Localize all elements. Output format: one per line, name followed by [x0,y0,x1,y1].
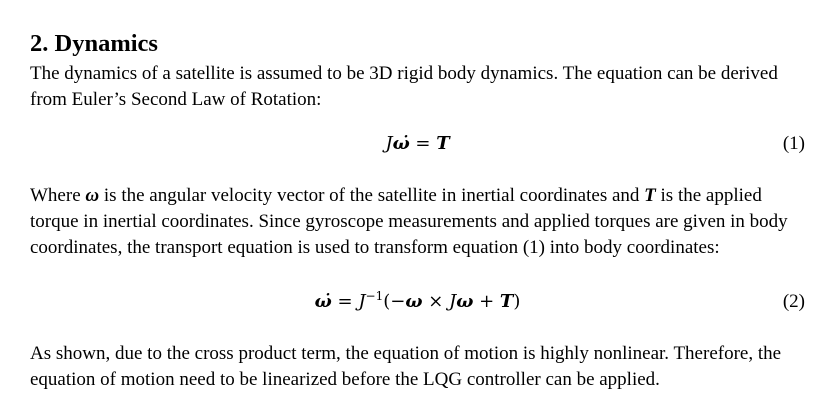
equation-2 [30,288,805,316]
eq2-J: J [358,291,366,312]
p2-omega-symbol: ω [85,185,100,206]
eq2-inverse-exponent: −1 [365,289,384,303]
eq2-open-paren: (− [383,291,406,312]
eq1-J: J [385,133,393,154]
eq2-times: × [422,291,450,312]
eq1-T: T [436,133,450,154]
section-heading: 2. Dynamics [30,30,158,57]
eq1-omega-dot: ω̇ [392,133,410,154]
eq2-plus: + [473,291,500,312]
eq2-omega-dot: ω̇ [314,291,332,312]
document-page [30,30,805,393]
eq2-J-2: J [449,291,457,312]
paragraph-omega-definition [30,183,805,261]
p2-torque-symbol: T [644,185,656,206]
equation-1-number: (1) [782,133,805,154]
equation-2-expression [30,288,805,316]
equation-1 [30,130,805,158]
eq2-omega-2: ω [456,291,474,312]
eq2-close-paren: ) [513,291,521,312]
paragraph-intro: The dynamics of a satellite is assumed to be 3D rigid body dynamics. The equation can be derived from Euler’s Second Law of Rotation: [30,63,778,110]
p2-text-b: is the angular velocity vector of the satellite in inertial coordinates and [99,185,645,206]
eq2-T: T [499,291,514,312]
equation-2-number: (2) [782,291,805,312]
paragraph-nonlinear: As shown, due to the cross product term, the equation of motion is highly nonlinear. Therefore, the equation of motion need to be linearized before the LQG controller can be applied. [30,343,782,390]
equation-1-expression [30,130,805,158]
p2-text-a: Where [30,185,86,206]
eq2-equals: = [331,291,359,312]
p2-text-c: is the applied torque in inertial coordinates. Since gyroscope measurements and applied torques are given in body coordinates, the transport equation is used to transform equation (1) into body coordinates: [30,185,788,258]
eq1-equals: = [409,133,437,154]
eq2-omega-1: ω [405,291,423,312]
